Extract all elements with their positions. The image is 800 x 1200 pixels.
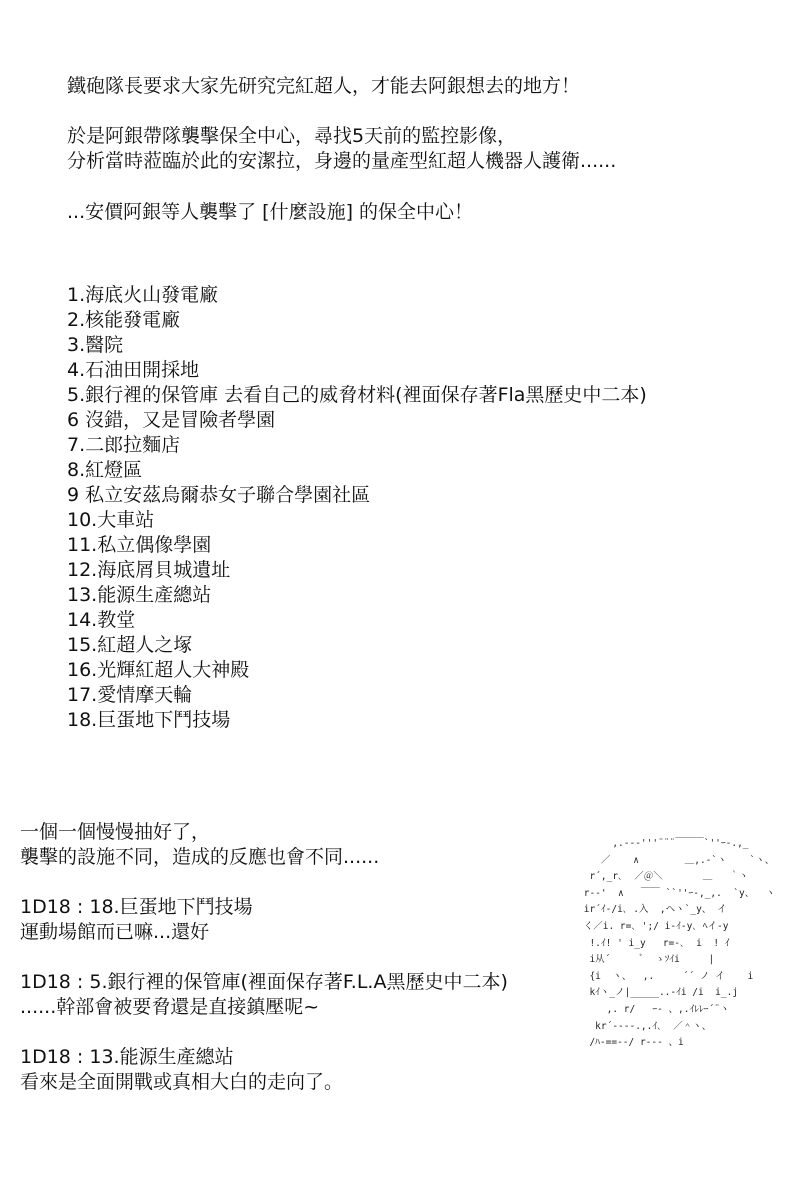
list-item: 4.石油田開採地: [67, 359, 200, 381]
list-item: 13.能源生產總站: [67, 584, 212, 606]
summary-line-2: 襲擊的設施不同，造成的反應也會不同......: [20, 846, 380, 868]
intro-line-2: 於是阿銀帶隊襲擊保全中心，尋找5天前的監控影像，: [67, 125, 517, 147]
list-item: 9 私立安茲烏爾恭女子聯合學園社區: [67, 484, 371, 506]
list-item: 8.紅燈區: [67, 459, 143, 481]
list-item: 10.大車站: [67, 509, 155, 531]
list-item: 17.愛情摩天輪: [67, 684, 193, 706]
list-item: 1.海底火山發電廠: [67, 284, 219, 306]
list-item: 16.光輝紅超人大神殿: [67, 659, 250, 681]
list-item: 6 沒錯，又是冒險者學園: [67, 409, 276, 431]
intro-line-4: ...安價阿銀等人襲擊了 [什麼設施] 的保全中心！: [67, 201, 474, 223]
intro-line-3: 分析當時蒞臨於此的安潔拉，身邊的量產型紅超人機器人護衛......: [67, 150, 617, 172]
list-item: 5.銀行裡的保管庫 去看自己的威脅材料(裡面保存著Fla黑歷史中二本): [67, 384, 647, 406]
list-item: 3.醫院: [67, 334, 124, 356]
ascii-art-character: ,.-‐‐'''¨¨¨￣￣￣`''ｰ-.,_ ／ ∧ ＿,.-`ヽ `ヽ、 r´,_r､ ／＠＼ ＿ ｀ヽ r‐-' ∧ ￣￣ ``''ｰ-,_,. `y、 ヽ ir´ｲ-/i､ .入 ,ヘヽ`_y、 イ く／i. r=､ ';/ i-ｲ-y､ ﾍイ-y !.ｲ! ' i_y r=-､ i ! ｲ i从´ ﾞ ゝｿｲi | {i ヽ、 ,. ´´ ノ イ i kｲヽ_ノ|_____..-ｲi /i i_.j ,. r/ ｰ- 、,.ｲﾚﾚｰ´¨ヽ kr´‐‐‐-.,.ｲ､ ／＾ヽ、 /ﾊ-==-‐/ r‐‐‐ 、i: [583, 838, 776, 1049]
roll-2-result: 1D18 : 5.銀行裡的保管庫(裡面保存著F.L.A黑歷史中二本): [20, 971, 508, 993]
list-item: 18.巨蛋地下鬥技場: [67, 709, 231, 731]
list-item: 15.紅超人之塚: [67, 634, 193, 656]
roll-3-comment: 看來是全面開戰或真相大白的走向了。: [20, 1071, 344, 1093]
list-item: 12.海底屑貝城遺址: [67, 559, 231, 581]
list-item: 14.教堂: [67, 609, 136, 631]
roll-1-result: 1D18 : 18.巨蛋地下鬥技場: [20, 896, 253, 918]
roll-1-comment: 運動場館而已嘛...還好: [20, 921, 210, 943]
intro-line-1: 鐵砲隊長要求大家先研究完紅超人，才能去阿銀想去的地方！: [67, 75, 581, 97]
summary-line-1: 一個一個慢慢抽好了，: [20, 821, 211, 843]
list-item: 2.核能發電廠: [67, 309, 181, 331]
list-item: 7.二郎拉麵店: [67, 434, 181, 456]
list-item: 11.私立偶像學園: [67, 534, 212, 556]
roll-2-comment: ......幹部會被要脅還是直接鎮壓呢~: [20, 996, 320, 1018]
roll-3-result: 1D18 : 13.能源生產總站: [20, 1046, 234, 1068]
